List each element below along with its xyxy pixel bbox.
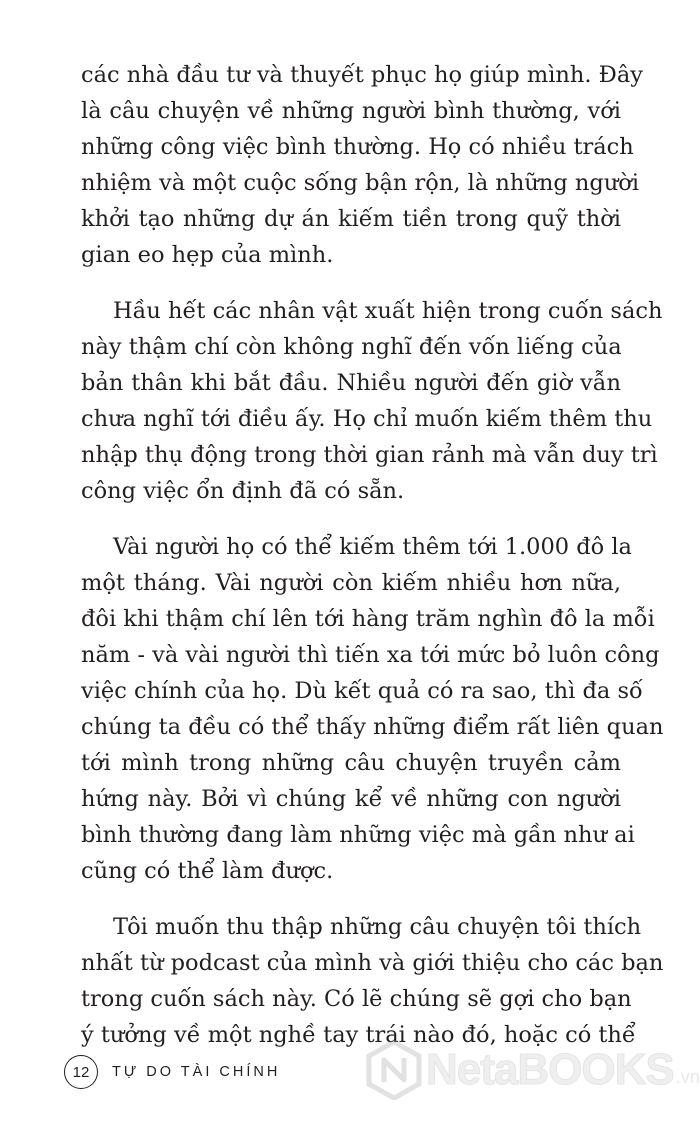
text-line: ý tưởng về một nghề tay trái nào đó, hoặc có thể xyxy=(81,1022,636,1048)
text-line: bình thường đang làm những việc mà gần như ai xyxy=(81,822,635,848)
text-line: Tôi muốn thu thập những câu chuyện tôi thích xyxy=(113,914,642,940)
text-line: việc chính của họ. Dù kết quả có ra sao, thì đa số xyxy=(81,678,643,704)
text-line: hứng này. Bởi vì chúng kể về những con người xyxy=(81,786,621,812)
netabooks-logo-icon xyxy=(366,1040,422,1100)
watermark-brand: NetaBOOKS xyxy=(426,1045,674,1094)
text-line: là câu chuyện về những người bình thường, với xyxy=(81,98,621,124)
text-line: nhiệm và một cuộc sống bận rộn, là những người xyxy=(81,170,640,196)
text-line: cũng có thể làm được. xyxy=(81,858,334,884)
watermark xyxy=(366,1040,700,1100)
text-line: những công việc bình thường. Họ có nhiều trách xyxy=(81,134,634,160)
text-line: bản thân khi bắt đầu. Nhiều người đến giờ vẫn xyxy=(81,370,621,396)
text-line: các nhà đầu tư và thuyết phục họ giúp mình. Đây xyxy=(81,62,643,88)
text-line: nhập thụ động trong thời gian rảnh mà vẫn duy trì xyxy=(81,442,658,468)
paragraph-3 xyxy=(81,529,664,889)
text-line: chưa nghĩ tới điều ấy. Họ chỉ muốn kiếm thêm thu xyxy=(81,406,653,432)
watermark-suffix: .vn xyxy=(675,1066,700,1087)
text-line: trong cuốn sách này. Có lẽ chúng sẽ gợi cho bạn xyxy=(81,986,632,1012)
text-line: gian eo hẹp của mình. xyxy=(81,242,334,268)
text-line: chúng ta đều có thể thấy những điểm rất liên quan xyxy=(81,714,664,740)
text-line: nhất từ podcast của mình và giới thiệu cho các bạn xyxy=(81,950,664,976)
text-line: công việc ổn định đã có sẵn. xyxy=(81,478,405,504)
text-line: một tháng. Vài người còn kiếm nhiều hơn nữa, xyxy=(81,570,621,596)
text-line: Vài người họ có thể kiếm thêm tới 1.000 đô la xyxy=(113,534,632,560)
text-line: năm - và vài người thì tiến xa tới mức bỏ luôn công xyxy=(81,642,660,668)
paragraph-4 xyxy=(81,909,664,1053)
page-footer xyxy=(64,1055,280,1089)
page-number: 12 xyxy=(64,1055,98,1089)
text-line: này thậm chí còn không nghĩ đến vốn liếng của xyxy=(81,334,622,360)
text-line: khởi tạo những dự án kiếm tiền trong quỹ thời xyxy=(81,206,621,232)
text-line: đôi khi thậm chí lên tới hàng trăm nghìn đô la mỗi xyxy=(81,606,655,632)
running-title: TỰ DO TÀI CHÍNH xyxy=(112,1064,281,1080)
paragraph-2 xyxy=(81,293,663,509)
text-line: Hầu hết các nhân vật xuất hiện trong cuốn sách xyxy=(113,298,663,324)
text-line: tới mình trong những câu chuyện truyền cảm xyxy=(81,750,621,776)
paragraph-1 xyxy=(81,57,643,273)
